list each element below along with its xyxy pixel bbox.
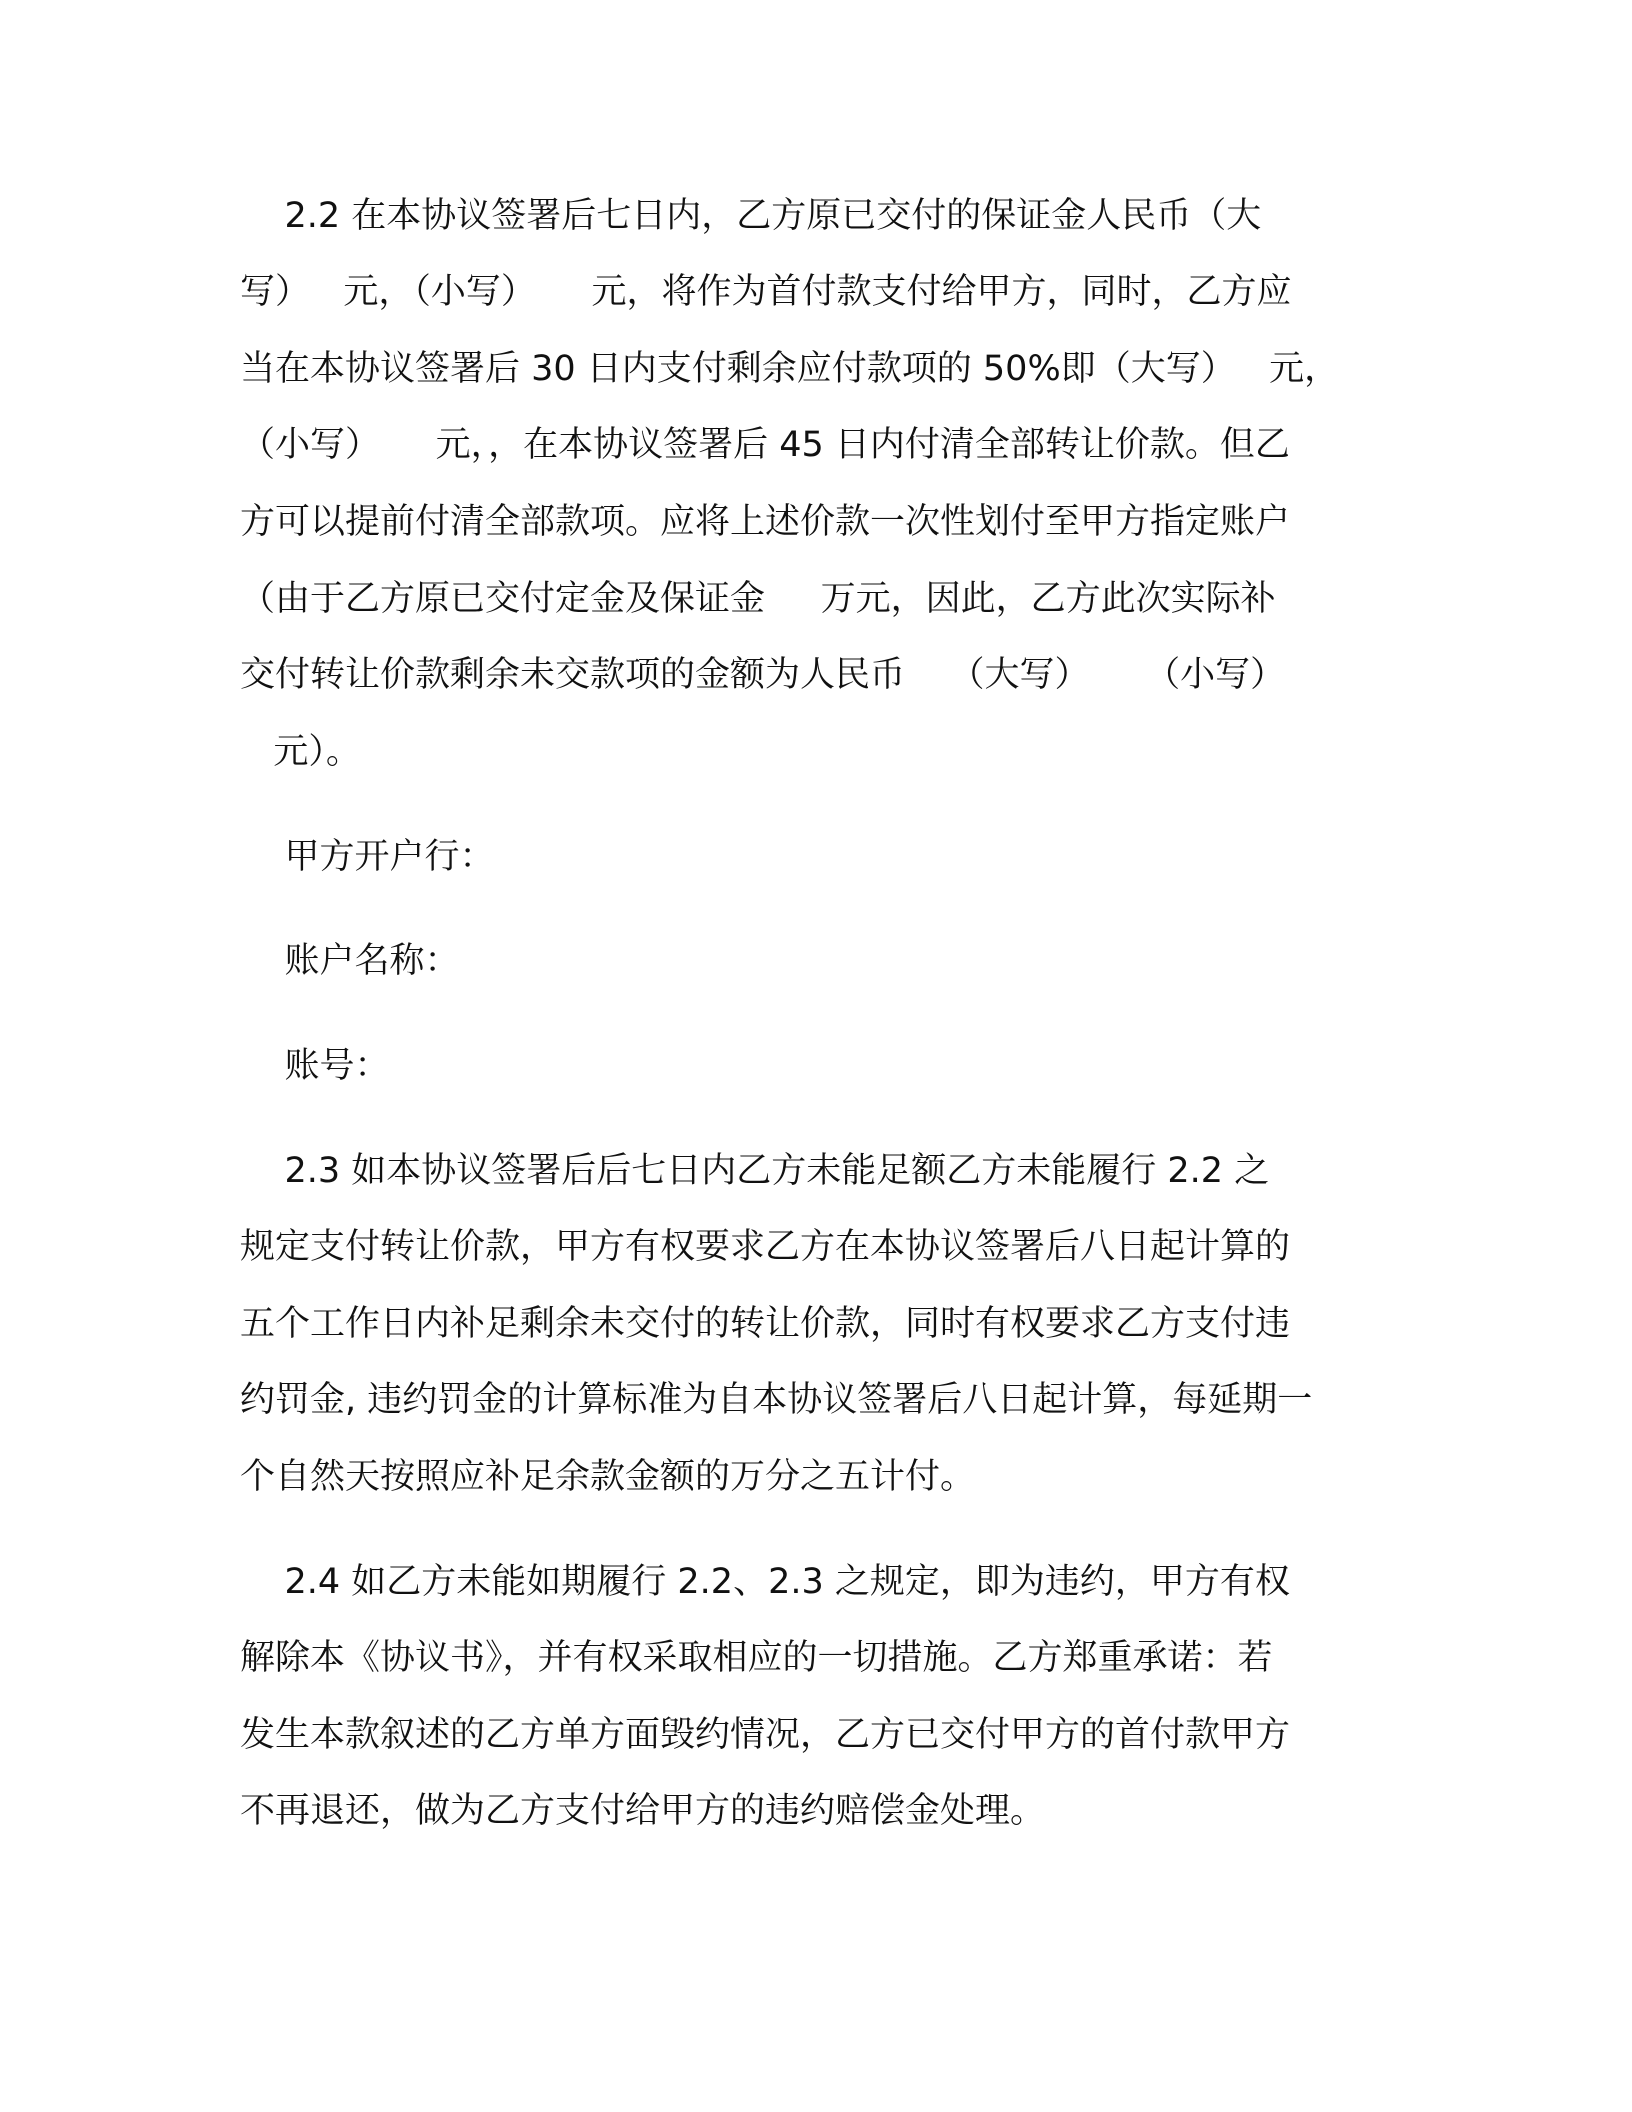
clause-2-2-line: 写） 元，（小写） 元，将作为首付款支付给甲方，同时，乙方应 [240,272,1292,312]
clause-2-3-line: 约罚金, 违约罚金的计算标准为自本协议签署后八日起计算，每延期一 [240,1380,1313,1420]
clause-2-3-line: 2.3 如本协议签署后后七日内乙方未能足额乙方未能履行 2.2 之 [240,1151,1270,1191]
account-number-label: 账号： [240,1046,390,1086]
clause-2-3-line: 规定支付转让价款，甲方有权要求乙方在本协议签署后八日起计算的 [240,1227,1291,1267]
clause-2-2-line: （小写） 元，，在本协议签署后 45 日内付清全部转让价款。但乙 [240,425,1290,465]
document-page [240,0,1395,2112]
clause-2-3-line: 个自然天按照应补足余款金额的万分之五计付。 [240,1457,976,1497]
account-name-label: 账户名称： [240,941,460,981]
clause-2-2-line: 方可以提前付清全部款项。应将上述价款一次性划付至甲方指定账户 [240,502,1291,542]
clause-2-2-line: 2.2 在本协议签署后七日内，乙方原已交付的保证金人民币（大 [240,196,1262,236]
clause-2-4-line: 发生本款叙述的乙方单方面毁约情况，乙方已交付甲方的首付款甲方 [240,1715,1291,1755]
clause-2-3-line: 五个工作日内补足剩余未交付的转让价款，同时有权要求乙方支付违 [240,1304,1291,1344]
clause-2-2-line: 元）。 [240,732,361,772]
clause-2-2-line: 当在本协议签署后 30 日内支付剩余应付款项的 50%即（大写） 元， [240,349,1340,389]
clause-2-2-line: （由于乙方原已交付定金及保证金 万元，因此，乙方此次实际补 [240,579,1276,619]
clause-2-4-line: 2.4 如乙方未能如期履行 2.2、2.3 之规定，即为违约，甲方有权 [240,1562,1290,1602]
clause-2-4-line: 不再退还，做为乙方支付给甲方的违约赔偿金处理。 [240,1791,1046,1831]
bank-name-label: 甲方开户行： [240,837,495,877]
clause-2-4-line: 解除本《协议书》，并有权采取相应的一切措施。乙方郑重承诺：若 [240,1638,1273,1678]
clause-2-2-line: 交付转让价款剩余未交款项的金额为人民币 （大写） （小写） [240,655,1286,695]
